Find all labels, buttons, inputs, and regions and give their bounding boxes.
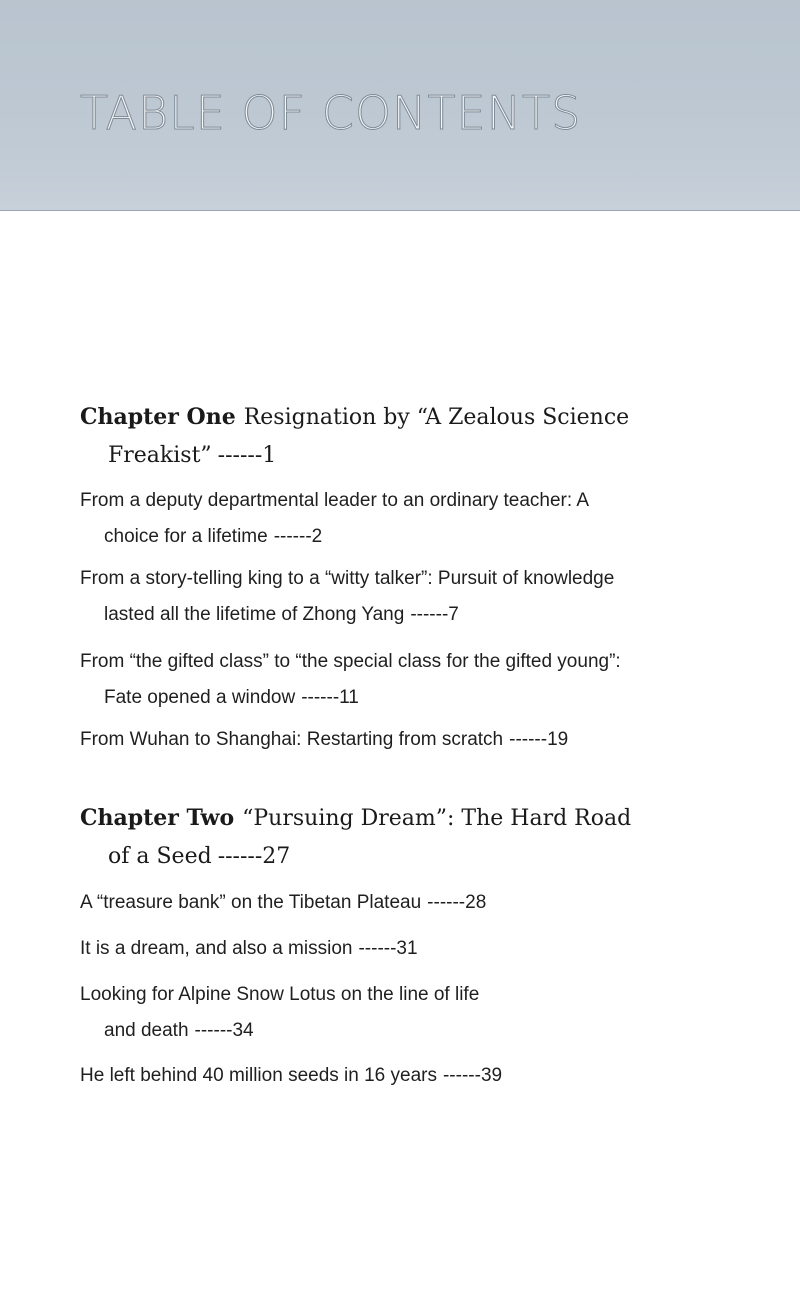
toc-entry-page: ------11 <box>301 687 359 708</box>
toc-entry-page: ------19 <box>509 729 569 750</box>
toc-entry[interactable] <box>80 977 740 1049</box>
toc-entry-line1: From a deputy departmental leader to an ordinary teacher: A <box>80 490 590 511</box>
chapter-heading[interactable] <box>80 799 720 876</box>
toc-entry-line1: From a story-telling king to a “witty talker”: Pursuit of knowledge <box>80 568 615 589</box>
chapter-title-line1: “Pursuing Dream”: The Hard Road <box>242 806 632 831</box>
chapter-title-line2: Freakist” <box>108 443 212 468</box>
toc-entry-line1: A “treasure bank” on the Tibetan Plateau <box>80 892 422 913</box>
toc-entry-page: ------7 <box>410 604 459 625</box>
toc-entry-line2: choice for a lifetime <box>104 526 268 547</box>
chapter-page-number: ------1 <box>217 443 277 468</box>
toc-entry[interactable] <box>80 644 740 716</box>
page-title: TABLE OF CONTENTS <box>80 86 582 140</box>
toc-entry[interactable] <box>80 931 740 967</box>
chapter-number: Chapter One <box>80 404 236 430</box>
toc-entry-line1: Looking for Alpine Snow Lotus on the line of life <box>80 984 480 1005</box>
toc-entry-page: ------34 <box>194 1020 254 1041</box>
chapter-number: Chapter Two <box>80 805 235 831</box>
toc-entry-page: ------39 <box>442 1065 503 1086</box>
header-banner <box>0 0 800 211</box>
toc-entry-page: ------2 <box>273 526 323 547</box>
toc-entry[interactable] <box>80 885 740 921</box>
toc-entry-line1: He left behind 40 million seeds in 16 years <box>80 1065 437 1086</box>
toc-entry-line1: It is a dream, and also a mission <box>80 938 353 959</box>
toc-entry[interactable] <box>80 722 740 758</box>
toc-entry-line2: and death <box>104 1020 189 1041</box>
chapter-title-line1: Resignation by “A Zealous Science <box>243 405 630 430</box>
toc-entry-line1: From “the gifted class” to “the special class for the gifted young”: <box>80 651 621 672</box>
toc-entry[interactable] <box>80 561 740 633</box>
toc-entry-line2: lasted all the lifetime of Zhong Yang <box>104 604 405 625</box>
toc-entry[interactable] <box>80 1058 740 1094</box>
toc-entry-page: ------31 <box>358 938 418 959</box>
toc-entry-line2: Fate opened a window <box>104 687 296 708</box>
toc-entry-page: ------28 <box>427 892 487 913</box>
toc-entry[interactable] <box>80 483 740 555</box>
toc-entry-line1: From Wuhan to Shanghai: Restarting from scratch <box>80 729 504 750</box>
chapter-title-line2: of a Seed <box>108 844 212 869</box>
chapter-heading[interactable] <box>80 398 720 475</box>
chapter-page-number: ------27 <box>217 844 291 869</box>
